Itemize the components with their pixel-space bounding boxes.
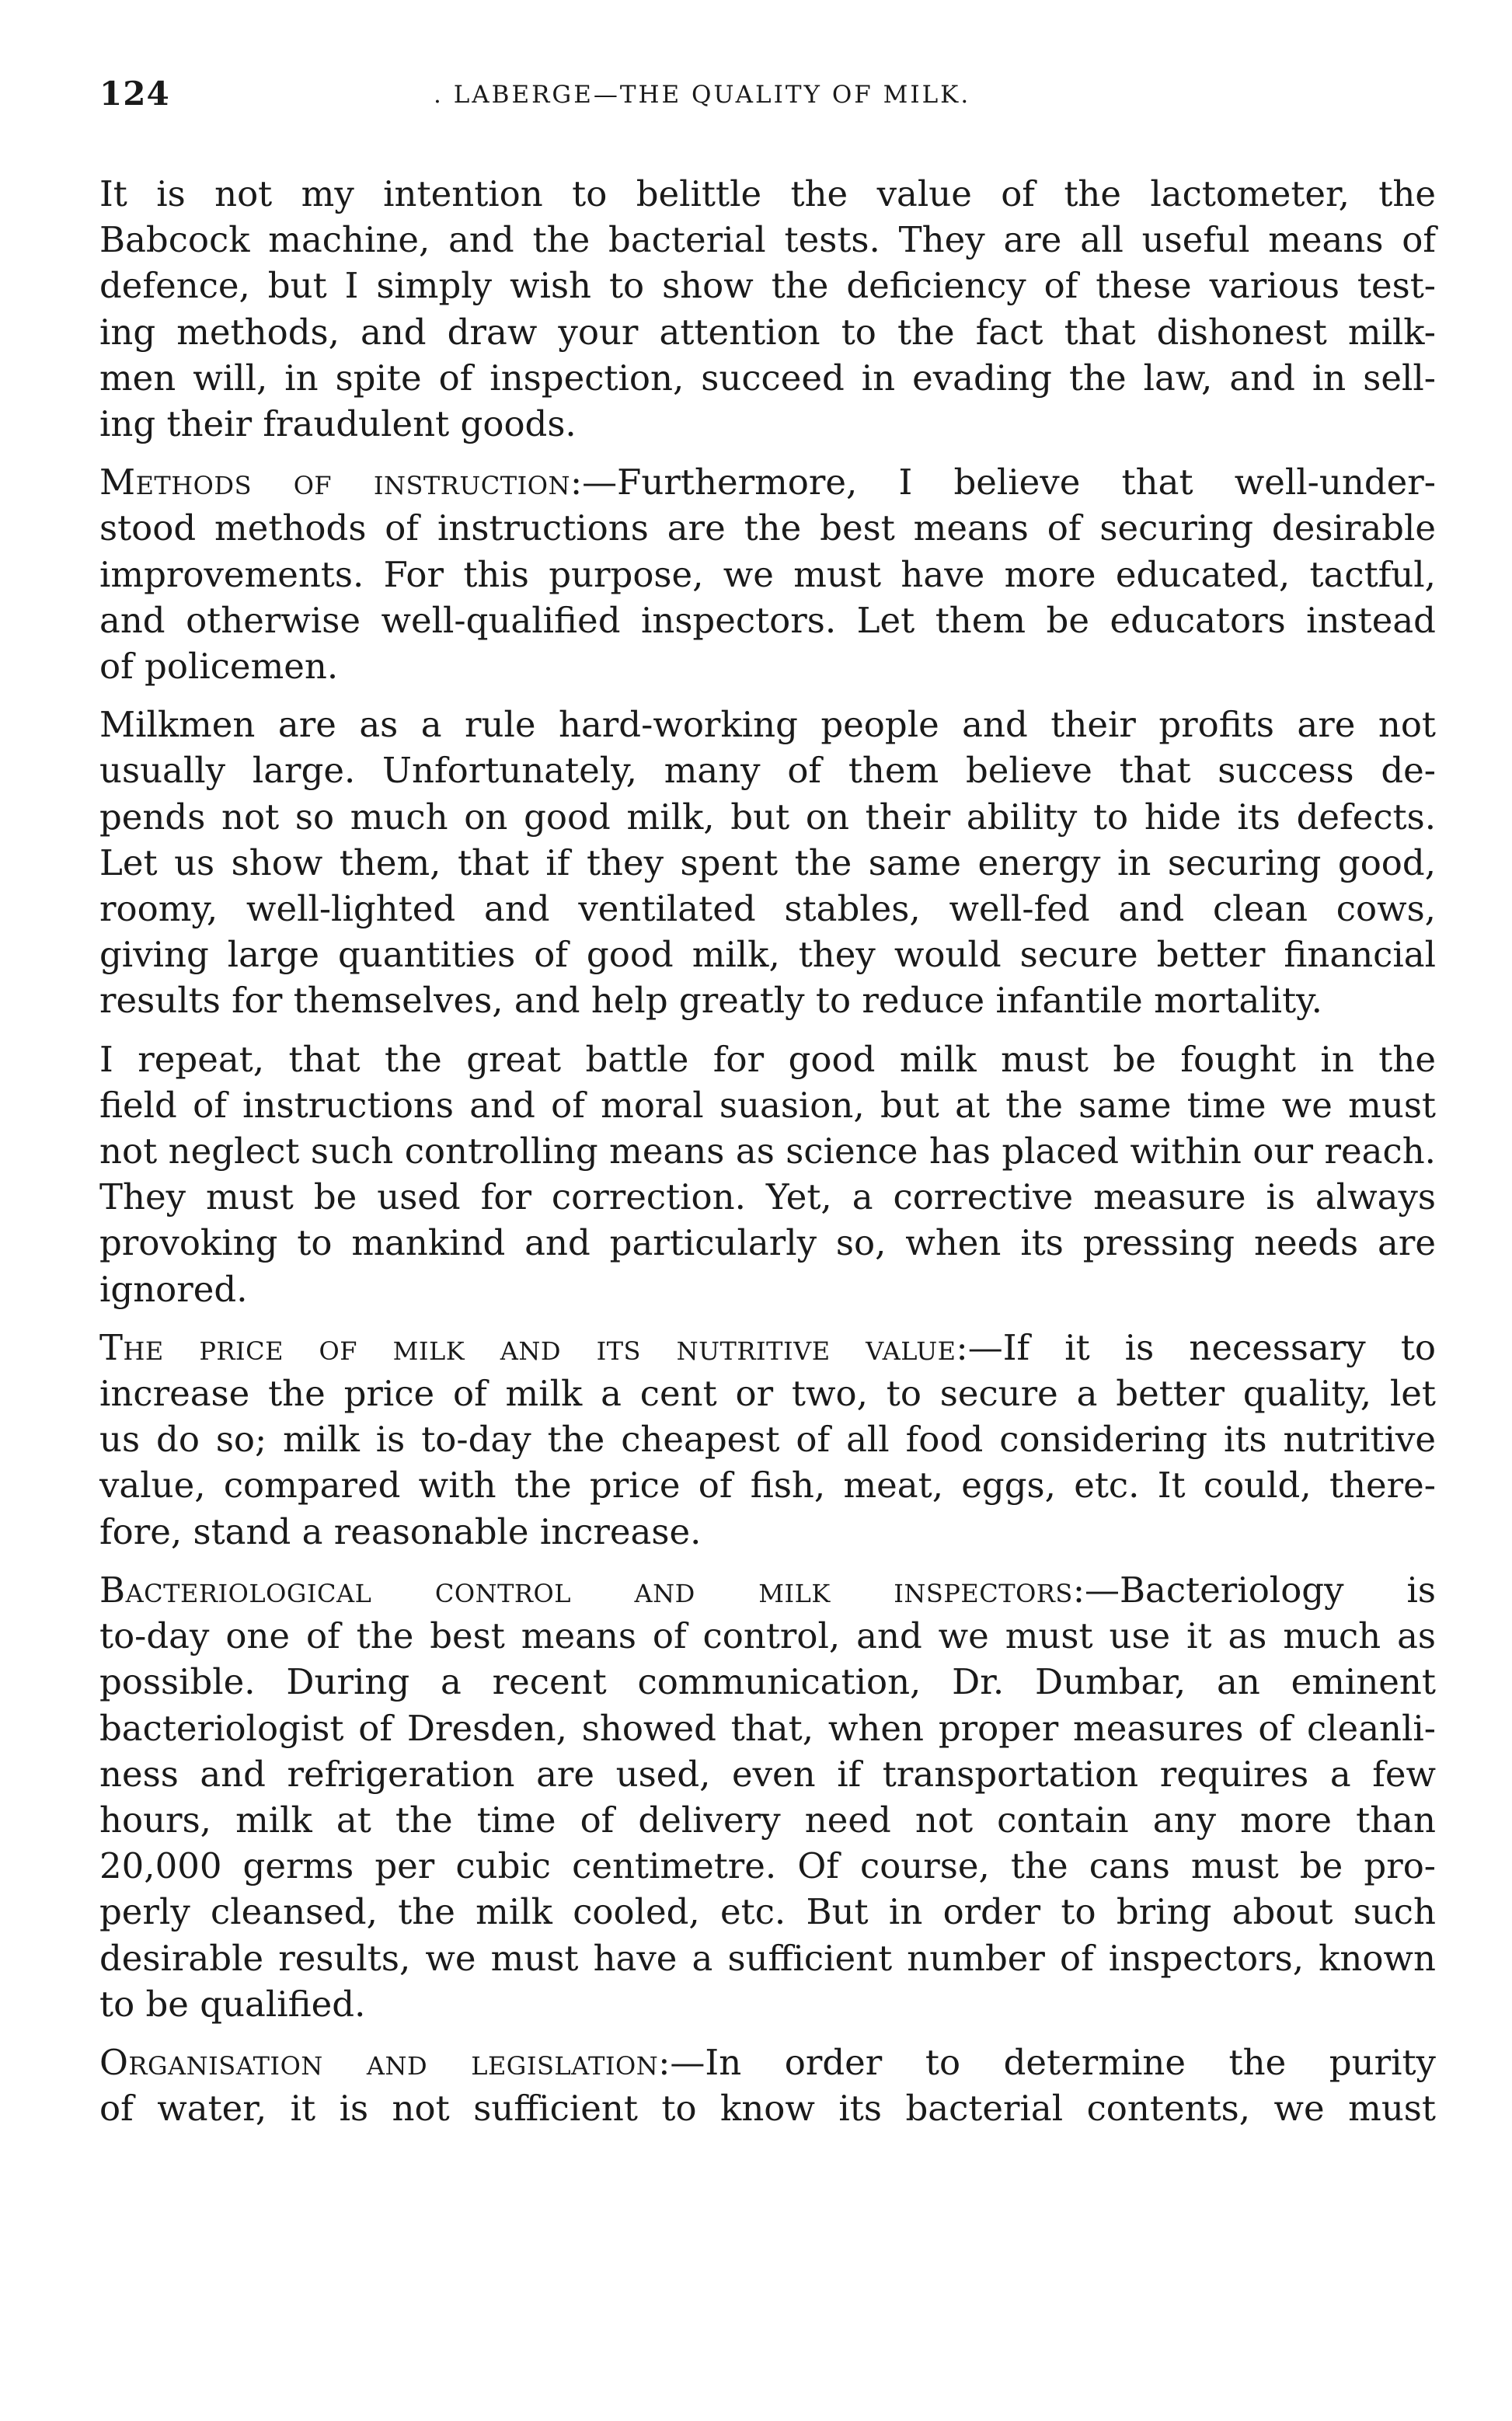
paragraph-7	[99, 2040, 1436, 2131]
text-line: Babcock machine, and the bacterial tests. They are all useful means of	[99, 219, 1436, 261]
heading-line	[99, 1567, 1436, 1613]
heading-continuation: :—Bacteriology is	[1072, 1569, 1436, 1611]
paragraph-5	[99, 1325, 1436, 1555]
heading-continuation: :—If it is necessary to	[956, 1326, 1436, 1368]
text-line: desirable results, we must have a sufficient number of inspectors, known	[99, 1937, 1436, 1979]
text-line: field of instructions and of moral suasion, but at the same time we must	[99, 1084, 1436, 1126]
book-page	[99, 75, 1436, 2144]
text-line: and otherwise well-qualified inspectors. Let them be educators instead	[99, 599, 1436, 641]
text-line: of policemen.	[99, 646, 339, 688]
paragraph-4	[99, 1036, 1436, 1312]
section-heading: Bacteriological control and milk inspectors	[99, 1569, 1073, 1611]
section-heading: Organisation and legislation	[99, 2041, 659, 2083]
heading-line	[99, 459, 1436, 505]
text-line: improvements. For this purpose, we must have more educated, tactful,	[99, 553, 1436, 595]
text-line: value, compared with the price of fish, meat, eggs, etc. It could, there-	[99, 1465, 1436, 1507]
paragraph-2	[99, 459, 1436, 689]
text-line: usually large. Unfortunately, many of them believe that success de-	[99, 750, 1436, 792]
text-line: perly cleansed, the milk cooled, etc. But in order to bring about such	[99, 1891, 1436, 1933]
text-line: not neglect such controlling means as science has placed within our reach.	[99, 1130, 1436, 1172]
paragraph-3	[99, 702, 1436, 1023]
text-line: provoking to mankind and particularly so, when its pressing needs are	[99, 1222, 1436, 1264]
text-line: pends not so much on good milk, but on their ability to hide its defects.	[99, 796, 1436, 838]
text-line: ing their fraudulent goods.	[99, 403, 577, 445]
heading-continuation: :—In order to determine the purity	[658, 2041, 1436, 2083]
text-line: roomy, well-lighted and ventilated stables, well-fed and clean cows,	[99, 888, 1436, 930]
running-head	[99, 75, 1436, 121]
text-line: stood methods of instructions are the best means of securing desirable	[99, 507, 1436, 549]
section-heading: The price of milk and its nutritive value	[99, 1326, 956, 1368]
text-line: Let us show them, that if they spent the same energy in securing good,	[99, 841, 1436, 883]
text-line: results for themselves, and help greatly to reduce infantile mortality.	[99, 980, 1322, 1022]
text-line: ignored.	[99, 1268, 248, 1310]
text-line: to-day one of the best means of control, and we must use it as much as	[99, 1615, 1436, 1657]
text-line: us do so; milk is to-day the cheapest of all food considering its nutritive	[99, 1419, 1436, 1461]
text-line: possible. During a recent communication, Dr. Dumbar, an eminent	[99, 1661, 1436, 1703]
heading-continuation: :—Furthermore, I believe that well-under-	[570, 462, 1436, 503]
text-line: defence, but I simply wish to show the deficiency of these various test-	[99, 265, 1436, 307]
heading-line	[99, 1325, 1436, 1371]
running-title: . LABERGE—THE QUALITY OF MILK.	[434, 81, 971, 109]
text-line: It is not my intention to belittle the value of the lactometer, the	[99, 173, 1436, 214]
text-line: giving large quantities of good milk, they would secure better financial	[99, 934, 1436, 976]
text-line: 20,000 germs per cubic centimetre. Of course, the cans must be pro-	[99, 1845, 1436, 1887]
text-line: to be qualified.	[99, 1983, 366, 2025]
paragraph-1	[99, 171, 1436, 447]
text-line: fore, stand a reasonable increase.	[99, 1510, 702, 1552]
text-line: They must be used for correction. Yet, a corrective measure is always	[99, 1176, 1436, 1218]
text-line: Milkmen are as a rule hard-working people and their profits are not	[99, 704, 1436, 746]
text-line: ing methods, and draw your attention to the fact that dishonest milk-	[99, 311, 1436, 353]
paragraph-6	[99, 1567, 1436, 2027]
text-line: bacteriologist of Dresden, showed that, when proper measures of cleanli-	[99, 1707, 1436, 1749]
section-heading: Methods of instruction	[99, 462, 570, 503]
text-line: increase the price of milk a cent or two, to secure a better quality, let	[99, 1373, 1436, 1415]
text-line: I repeat, that the great battle for good milk must be fought in the	[99, 1038, 1436, 1080]
text-line: ness and refrigeration are used, even if transportation requires a few	[99, 1753, 1436, 1795]
page-number: 124	[99, 75, 170, 113]
text-line: of water, it is not sufficient to know its bacterial contents, we must	[99, 2088, 1436, 2130]
text-line: hours, milk at the time of delivery need not contain any more than	[99, 1799, 1436, 1841]
heading-line	[99, 2040, 1436, 2085]
text-line: men will, in spite of inspection, succeed in evading the law, and in sell-	[99, 357, 1436, 399]
